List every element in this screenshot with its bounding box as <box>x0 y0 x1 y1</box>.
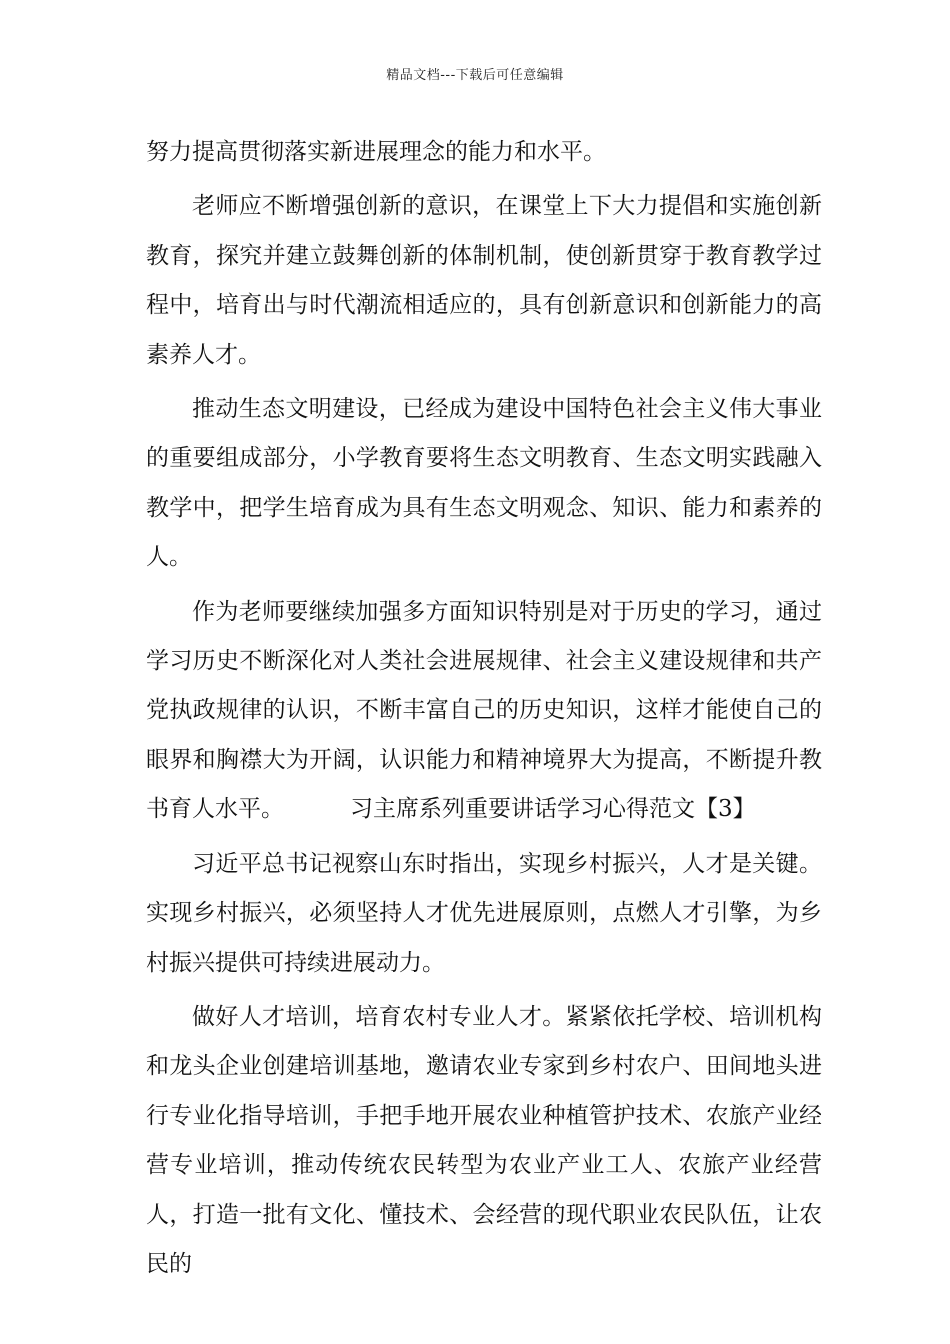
paragraph-history <box>146 588 822 835</box>
paragraph-rural-revitalization: 习近平总书记视察山东时指出，实现乡村振兴，人才是关键。实现乡村振兴，必须坚持人才优先进展原则，点燃人才引擎，为乡村振兴提供可持续进展动力。 <box>146 850 822 976</box>
document-body <box>146 128 822 1294</box>
paragraph-ecology: 推动生态文明建设，已经成为建设中国特色社会主义伟大事业的重要组成部分，小学教育要将生态文明教育、生态文明实践融入教学中，把学生培育成为具有生态文明观念、知识、能力和素养的人。 <box>146 396 822 571</box>
page-header: 精品文档---下载后可任意编辑 <box>386 68 564 83</box>
paragraph-history-text: 作为老师要继续加强多方面知识特别是对于历史的学习，通过学习历史不断深化对人类社会进展规律、社会主义建设规律和共产党执政规律的认识，不断丰富自己的历史知识，这样才能使自己的眼界和胸襟大为开阔，认识能力和精神境界大为提高，不断提升教书育人水平。 <box>146 598 822 823</box>
section-title: 习主席系列重要讲话学习心得范文【3】 <box>350 796 756 823</box>
paragraph-continuation: 努力提高贯彻落实新进展理念的能力和水平。 <box>146 139 606 165</box>
paragraph-innovation: 老师应不断增强创新的意识，在课堂上下大力提倡和实施创新教育，探究并建立鼓舞创新的体制机制，使创新贯穿于教育教学过程中，培育出与时代潮流相适应的，具有创新意识和创新能力的高素养人才。 <box>146 193 822 368</box>
paragraph-talent-training: 做好人才培训，培育农村专业人才。紧紧依托学校、培训机构和龙头企业创建培训基地，邀请农业专家到乡村农户、田间地头进行专业化指导培训，手把手地开展农业种植管护技术、农旅产业经营专业培训，推动传统农民转型为农业产业工人、农旅产业经营人，打造一批有文化、懂技术、会经营的现代职业农民队伍，让农民的 <box>146 1003 822 1277</box>
